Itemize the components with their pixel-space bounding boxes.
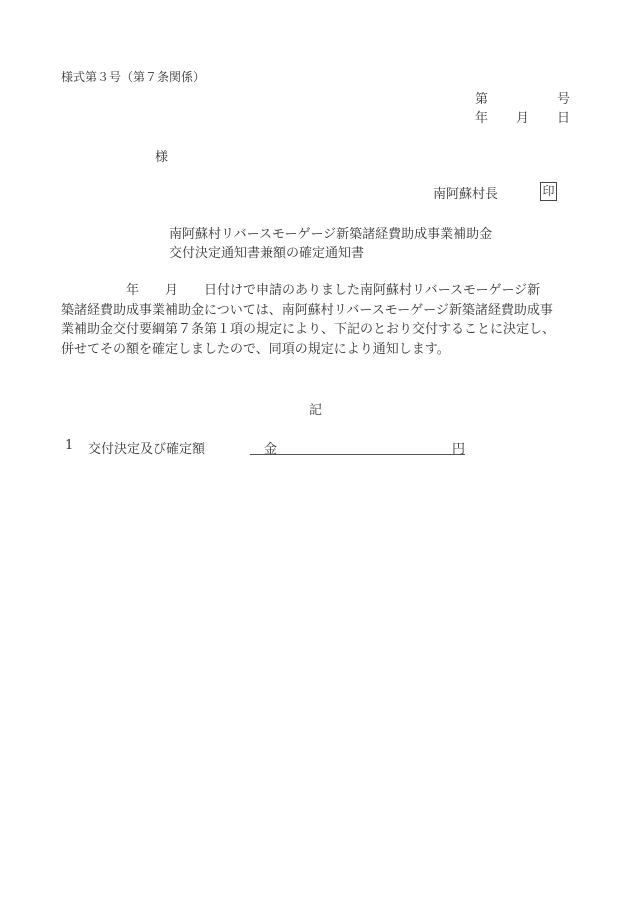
document-number-suffix: 号 [557, 92, 571, 107]
item-label: 交付決定及び確定額 [88, 442, 206, 457]
item-number: 1 [65, 438, 74, 453]
body-line: 築諸経費助成事業補助金については、南阿蘇村リバースモーゲージ新築諸経費助成事 [61, 302, 553, 318]
amount-suffix: 円 [451, 442, 465, 457]
document-body [61, 281, 581, 359]
document-number-prefix: 第 [475, 92, 489, 107]
ki-heading: 記 [309, 403, 323, 418]
seal-box: 印 [540, 182, 557, 201]
date-month: 月 [516, 111, 530, 126]
body-line: 併せてその額を確定しましたので、同項の規定により通知します。 [61, 341, 450, 357]
form-label: 様式第３号（第７条関係） [61, 70, 206, 84]
sender-name: 南阿蘇村長 [433, 187, 499, 202]
amount-field [250, 438, 465, 455]
document-title-line2: 交付決定通知書兼額の確定通知書 [169, 246, 365, 261]
date-year: 年 [475, 111, 489, 126]
amount-prefix: 金 [264, 442, 278, 457]
document-title-line1: 南阿蘇村リバースモーゲージ新築諸経費助成事業補助金 [169, 227, 493, 242]
date-day: 日 [557, 111, 571, 126]
body-line: 年 月 日付けで申請のありました南阿蘇村リバースモーゲージ新 [61, 283, 541, 298]
addressee-suffix: 様 [155, 150, 169, 165]
body-line: 業補助金交付要綱第７条第１項の規定により、下記のとおり交付することに決定し、 [61, 322, 556, 337]
